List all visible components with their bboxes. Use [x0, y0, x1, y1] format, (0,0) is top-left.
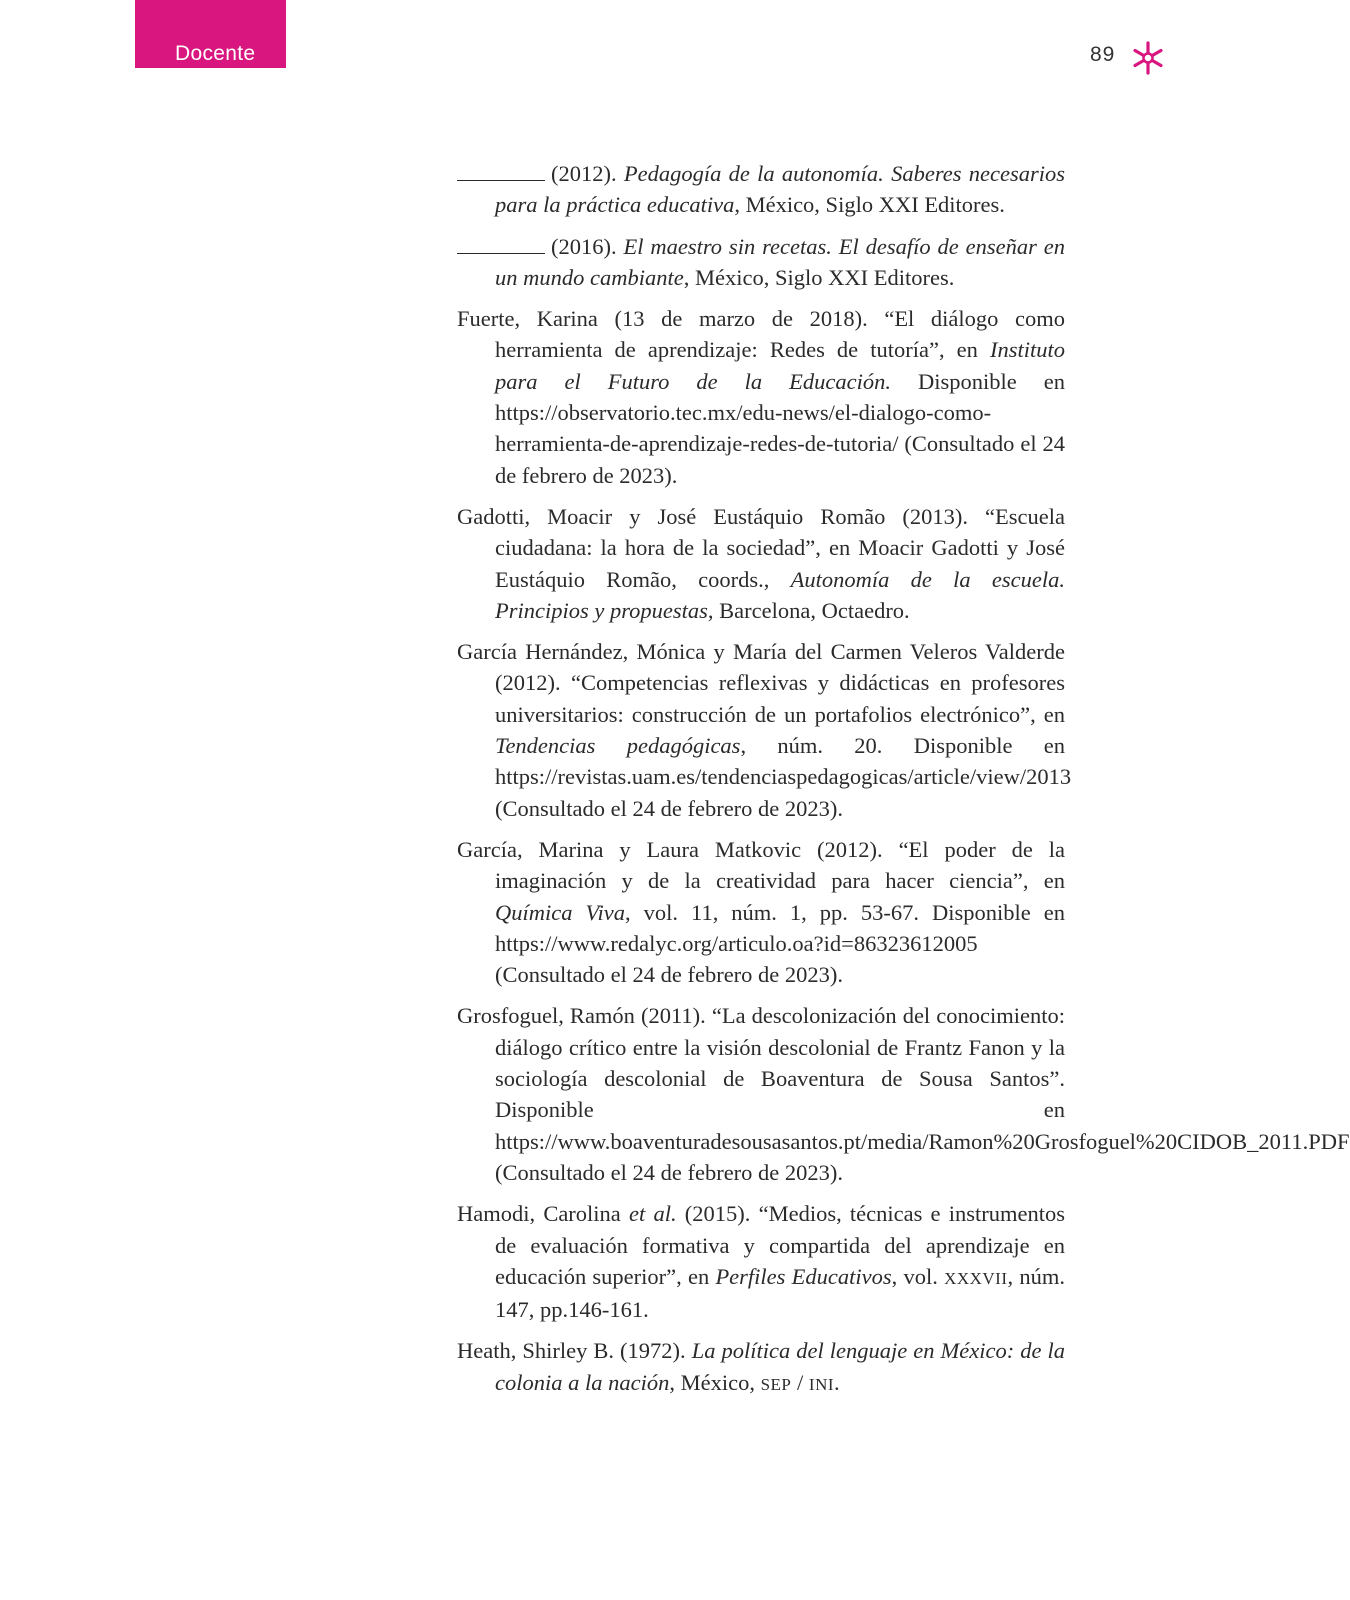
reference-entry: Hamodi, Carolina et al. (2015). “Medios, técnicas e instrumentos de evaluación formativa y compartida del aprendizaje en educación superior”, en Perfiles Educativos, vol. XXXVII, núm. 147, pp.146-161. — [457, 1201, 1065, 1323]
author-repeat-dash — [457, 237, 545, 254]
reference-entry: (2012). Pedagogía de la autonomía. Saberes necesarios para la práctica educativa, México, Siglo XXI Editores. — [457, 158, 1065, 221]
reference-list — [457, 158, 1350, 1410]
section-label: Docente — [175, 42, 256, 65]
page-number: 89 — [1090, 43, 1116, 66]
reference-entry: Fuerte, Karina (13 de marzo de 2018). “El diálogo como herramienta de aprendizaje: Redes de tutoría”, en Instituto para el Futuro de la Educación. Disponible en https://observatorio.tec.mx/edu-news/el-dialogo-como-herramienta-de-aprendizaje-redes-de-tutoria/ (Consultado el 24 de febrero de 2023). — [457, 306, 1066, 488]
section-tab — [135, 0, 286, 68]
reference-entry: Gadotti, Moacir y José Eustáquio Romão (2013). “Escuela ciudadana: la hora de la sociedad”, en Moacir Gadotti y José Eustáquio Romão, coords., Autonomía de la escuela. Principios y propuestas, Barcelona, Octaedro. — [457, 503, 1065, 623]
reference-entry: Heath, Shirley B. (1972). La política del lenguaje en México: de la colonia a la nación, México, SEP / INI. — [457, 1338, 1065, 1395]
reference-entry: (2016). El maestro sin recetas. El desafío de enseñar en un mundo cambiante, México, Siglo XXI Editores. — [457, 231, 1065, 294]
reference-entry: Grosfoguel, Ramón (2011). “La descolonización del conocimiento: diálogo crítico entre la visión descolonial de Frantz Fanon y la sociología descolonial de Boaventura de Sousa Santos”. Disponible en https://www.boaventuradesousasantos.pt/media/Ramon%20Grosfoguel%20CIDOB_2011.PDF (Consultado el 24 de febrero de 2023). — [457, 1003, 1350, 1185]
asterisk-icon — [1130, 40, 1166, 76]
reference-entry: García, Marina y Laura Matkovic (2012). “El poder de la imaginación y de la creatividad para hacer ciencia”, en Química Viva, vol. 11, núm. 1, pp. 53-67. Disponible en https://www.redalyc.org/articulo.oa?id=86323612005 (Consultado el 24 de febrero de 2023). — [457, 836, 1065, 988]
author-repeat-dash — [457, 164, 545, 181]
reference-entry: García Hernández, Mónica y María del Carmen Veleros Valderde (2012). “Competencias reflexivas y didácticas en profesores universitarios: construcción de un portafolios electrónico”, en Tendencias pedagógicas, núm. 20. Disponible en https://revistas.uam.es/tendenciaspedagogicas/article/view/2013 (Consultado el 24 de febrero de 2023). — [457, 639, 1072, 821]
